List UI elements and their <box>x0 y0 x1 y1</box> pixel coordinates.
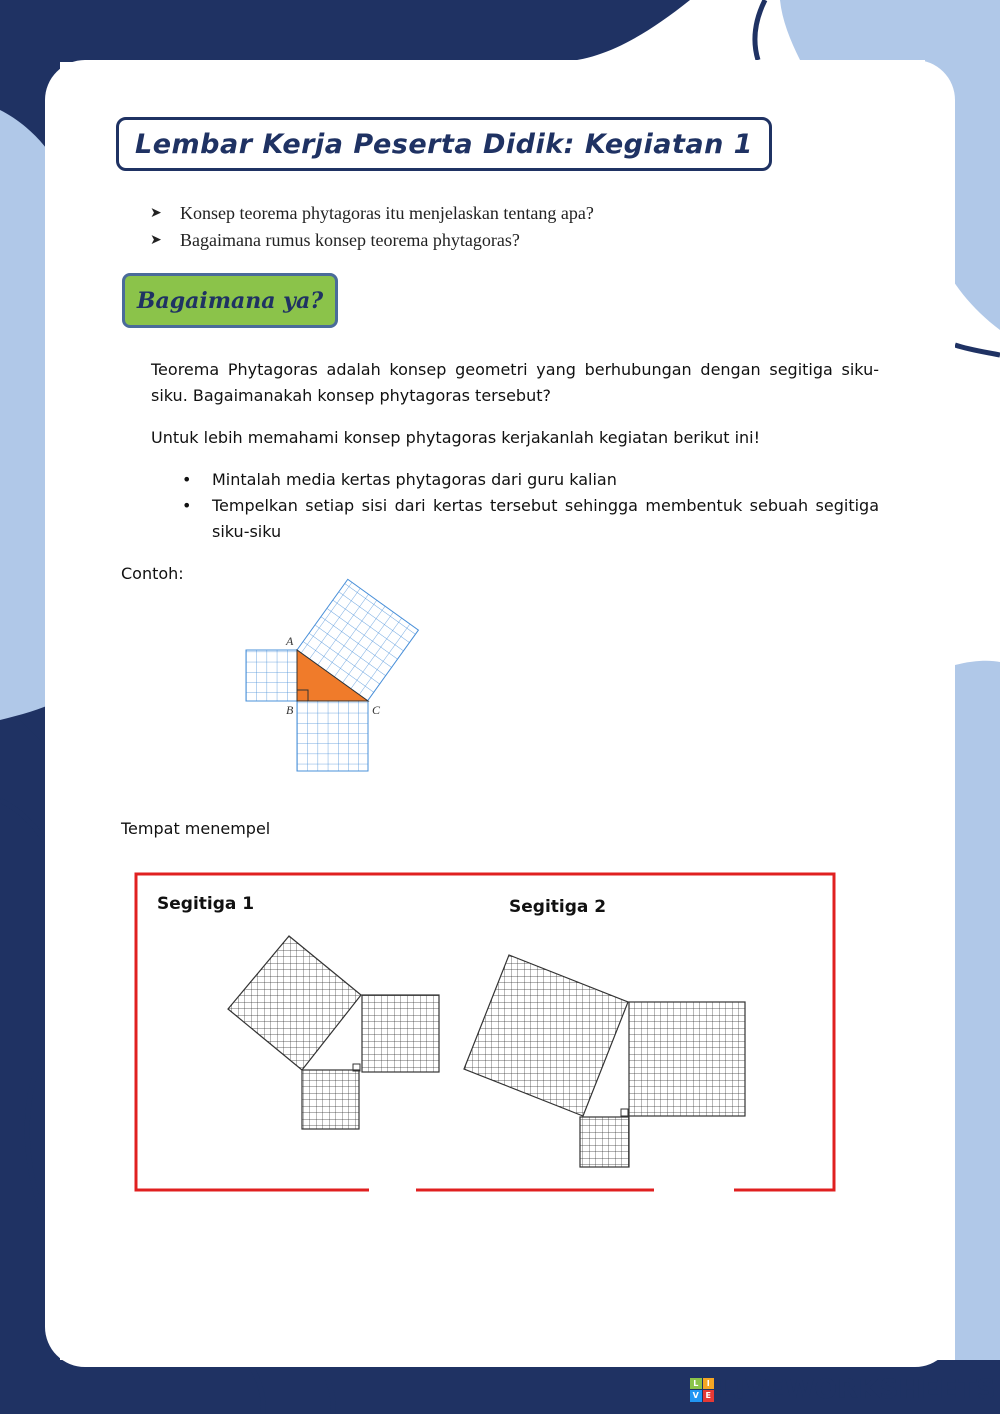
triangle-1-label: Segitiga 1 <box>157 894 255 914</box>
triangle-2-diagram <box>464 955 745 1167</box>
question-text: Konsep teorema phytagoras itu menjelaskan tentang apa? <box>180 203 594 223</box>
step-item: • Mintalah media kertas phytagoras dari guru kalian <box>180 467 879 493</box>
arrow-bullet-icon: ➤ <box>150 233 162 248</box>
triangle-2-label: Segitiga 2 <box>509 897 607 917</box>
question-item <box>150 200 594 227</box>
step-item: • Tempelkan setiap sisi dari kertas tersebut sehingga membentuk sebuah segitiga siku-siku <box>180 493 879 545</box>
callout-label: Bagaimana ya? <box>136 287 324 314</box>
liveworksheets-watermark <box>690 1374 996 1405</box>
vertex-c-label: C <box>372 703 381 717</box>
liveworksheets-logo-icon: L I V E <box>690 1378 714 1402</box>
vertex-b-label: B <box>286 703 294 717</box>
example-label: Contoh: <box>121 564 184 583</box>
page-title: Lembar Kerja Peserta Didik: Kegiatan 1 <box>135 128 753 160</box>
light-blue-blob-bottom <box>955 661 1000 1414</box>
square-bc <box>297 701 368 771</box>
question-list <box>150 200 594 254</box>
pythagoras-example-diagram <box>236 570 446 780</box>
question-text: Bagaimana rumus konsep teorema phytagoras? <box>180 230 520 250</box>
triangle-1-diagram <box>228 936 439 1129</box>
vertex-a-label: A <box>286 634 294 648</box>
question-item <box>150 227 594 254</box>
square-ab <box>246 650 297 701</box>
watermark-text: LIVEWORKSHEETS <box>718 1374 996 1405</box>
intro-paragraph-1: Teorema Phytagoras adalah konsep geometri yang berhubungan dengan segitiga siku-siku. Bagaimanakah konsep phytagoras tersebut? <box>151 360 879 405</box>
arrow-bullet-icon: ➤ <box>150 206 162 221</box>
paste-area-label: Tempat menempel <box>121 819 271 838</box>
callout-badge <box>122 273 338 328</box>
paste-area-frame[interactable] <box>134 872 836 1192</box>
title-banner <box>116 117 772 171</box>
step-list <box>180 467 879 545</box>
intro-paragraph-2: Untuk lebih memahami konsep phytagoras kerjakanlah kegiatan berikut ini! <box>151 428 761 447</box>
navy-wave-top <box>0 0 690 62</box>
